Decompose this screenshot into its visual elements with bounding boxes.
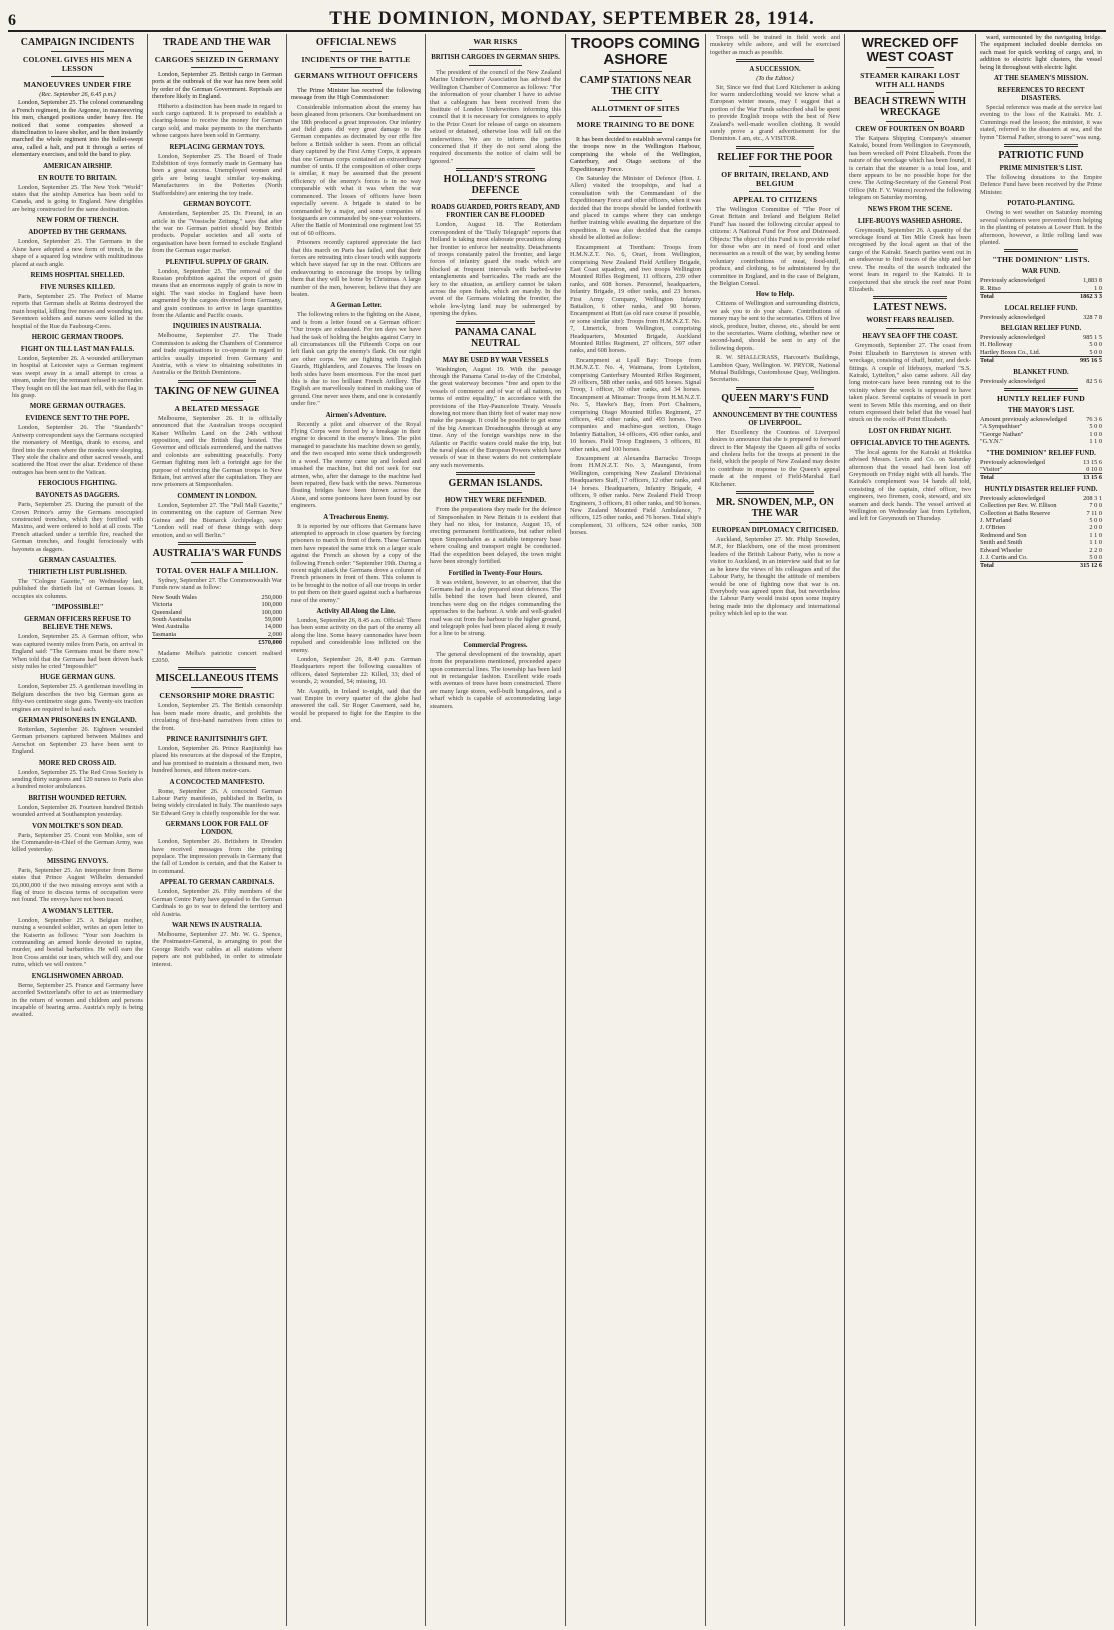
headline-panama: PANAMA CANAL NEUTRAL [454, 326, 537, 349]
article-text: Troops will be trained in field work and musketry while ashore, and will be exercised together as much as possible. [710, 34, 840, 56]
section-cardinals: APPEAL TO GERMAN CARDINALS. [159, 879, 275, 887]
section-reims: REIMS HOSPITAL SHELLED. [30, 271, 125, 279]
table-row [980, 277, 1102, 284]
table-total-row [980, 293, 1102, 301]
row-amount: 100,000 [261, 608, 282, 616]
masthead [8, 4, 1106, 32]
article-text: The following refers to the fighting on the Aisne, and is from a letter found on a German officer: "Our troops are exhausted. For ten days we have had the task of holding the heights against Carry in all circumstances till the Fifteenth Corps on our left flank can grip the enemy's flank. On our right are other corps. We are fighting with English Guards, Highlanders, and Zouaves. The losses on both sides have been enormous. For the most part this is due to too brilliant French Artillery. The English are marvellously trained in making use of ground. One never sees them, and one is constantly under fire." [291, 311, 421, 408]
table-row [980, 539, 1102, 546]
subhead-trench: ADOPTED BY THE GERMANS. [28, 229, 127, 237]
article-text: Paris, September 25. During the pursuit of the Crown Prince's army the Germans reoccupied constructed trenches, which they fortified with Maxims, and were ordered to hold at all costs. The French attacked under a terrible fire, reached the German trenches, and fought ferociously with bayonets as daggers. [12, 501, 143, 553]
table-total-row [980, 357, 1102, 365]
table-row [980, 459, 1102, 466]
table-row [980, 378, 1102, 385]
article-text: London, September 26. Prince Ranjitsinhji has placed his resources at the disposal of the Empire, and has promised to maintain a thousand men, two hundred horses, and fifteen motor-cars. [152, 745, 282, 775]
table-row [980, 431, 1102, 438]
subhead-without-officers: GERMANS WITHOUT OFFICERS [294, 71, 418, 80]
article-text: Greymouth, September 27. The coast from Point Elizabeth to Barrytown is strewn with wreckage, consisting of chaff, butter, and deck-fittings. A couple of lifebuoys, marked "S.S. Kairaki, Lyttelton," also came ashore. All day long motor-cars have been running out to the vicinity where the wreck is supposed to have taken place. Several captains of vessels in port went to Seven Mile this morning, and on their return expressed their belief that the vessel had struck on the rocks off Point Elizabeth. [849, 342, 971, 424]
subhead-incidents: INCIDENTS OF THE BATTLE [301, 55, 411, 64]
row-label: Edward Wheeler [980, 546, 1023, 554]
subhead-colonel: COLONEL GIVES HIS MEN A LESSON [22, 55, 133, 73]
row-label: Queensland [152, 608, 182, 616]
table-total-row [152, 639, 282, 647]
section-wounded: BRITISH WOUNDED RETURN. [28, 794, 127, 802]
row-amount: 5 0 0 [1089, 517, 1102, 525]
article-text: The general development of the township, apart from the preparations mentioned, proceeded apace upon commercial lines. The township has been laid out in rectangular fashion. Excellent wide roads with avenues of trees have been constructed. There are many large stores, well-built bungalows, and a wharf which is capable of accommodating large steamers. [430, 650, 561, 710]
row-label: Previously acknowledged [980, 277, 1045, 285]
headline-huntly: HUNTLY RELIEF FUND [997, 393, 1085, 403]
section-casualties: GERMAN CASUALTIES. [38, 557, 117, 565]
row-label: J. O'Brien [980, 524, 1006, 532]
subhead-impossible: GERMAN OFFICERS REFUSE TO BELIEVE THE NEWS. [24, 616, 131, 632]
headline-relief: RELIEF FOR THE POOR [717, 151, 833, 163]
article-text: Encampment at Trentham: Troops from H.M.N.Z.T. No. 6, Orari, from Wellington, comprising New Zealand Field Artillery Brigade, East Coast squadron, and two troops Wellington Mounted Rifles Regiment, 11 officers, 239 other ranks, and 608 horses. Personnel, headquarters, Infantry Brigade, 19 other ranks, and 23 horses. First Army Company, Wellington Infantry Battalion, 6 other ranks, and 90 horses. Encampment at Hutt (as old race course if possible, or some similar site): Troops from H.M.N.Z.T. No. 7, Limerick, from Wellington, comprising Headquarters, Mounted Brigade, Auckland Mounted Rifles Regiment, 27 officers, 597 other ranks, and 608 horses. [570, 243, 701, 355]
article-text: Special reference was made at the service last evening to the loss of the Kairaki. Mr. J. Cummings read the lesson; the minister, it was stated, referred to the disasters at sea, and the hymn "Eternal Father, strong to save" was sung. [980, 104, 1102, 141]
dateline: (Rec. September 26, 6.45 p.m.) [39, 91, 116, 98]
article-text: London, September 26, 8.40 p.m. German Headquarters report the following casualties of officers, dated September 22: Killed, 33; died of wounds, 2; wounded, 54; missing, 10. [291, 656, 421, 686]
article-text: Amsterdam, September 25. Dr. Freund, in an article in the "Vossische Zeitung," says that after the war no German patriot should buy British products. Popular societies and all sorts of organisation have been formed to exclude England from the German sugar market. [152, 210, 282, 255]
total-amount: 315 12 6 [1075, 562, 1102, 570]
headline-patriotic: PATRIOTIC FUND [998, 150, 1084, 162]
section-german-letter: A German Letter. [330, 302, 382, 310]
section-englishwomen: ENGLISHWOMEN ABROAD. [31, 972, 124, 980]
subhead-airship: EN ROUTE TO BRITAIN. [38, 174, 117, 182]
headline-campaign: CAMPAIGN INCIDENTS [20, 37, 135, 48]
article-text: London, September 26. Britishers in Dresden have received messages from the printing populace. The impression prevails in Germany that the fall of London is certain, and that the Kaiser is in command. [152, 838, 282, 875]
article-text: Prisoners recently captured appreciate the fact that this march on Paris has failed, and that their forces are retreating into closer touch with supports which have stayed far up in the rear. Officers are endeavouring to encourage the troops by telling them that they will be home by Christmas. A large number of the men, however, believe that they are beaten. [291, 239, 421, 298]
table-row [980, 349, 1102, 357]
total-label: Total [980, 474, 1074, 482]
table-row [980, 524, 1102, 531]
row-amount: 250,000 [261, 593, 282, 601]
table-row [980, 510, 1102, 517]
subhead-dominion-relief: "THE DOMINION" RELIEF FUND. [986, 449, 1096, 457]
article-text: London, September 26. Fifty members of the German Centre Party have appealed to the German Cardinals to go to war to defend the territory and old Austria. [152, 888, 282, 918]
headline-guinea: TAKING OF NEW GUINEA [154, 385, 280, 397]
headline-official: OFFICIAL NEWS [315, 37, 397, 48]
row-label: South Australia [152, 615, 192, 623]
section-envoys: MISSING ENVOYS. [46, 857, 109, 865]
row-label: "G.Y.N." [980, 438, 1003, 446]
subhead-cargoes: CARGOES SEIZED IN GERMANY [154, 55, 280, 64]
article-text: London, September 25. The Germans in the Aisne have adopted a new form of trench, in the shape of a squared log window with multitudinous placed at each angle. [12, 238, 143, 268]
section-how-to-help: How to Help. [755, 291, 795, 299]
column-6 [706, 34, 845, 1626]
row-amount: 985 1 5 [1083, 333, 1102, 341]
headline-dominion-lists: "THE DOMINION" LISTS. [992, 255, 1090, 265]
subhead-war-fund: WAR FUND. [1021, 268, 1061, 276]
article-text: London, September 25. The Board of Trade Exhibition of toys formerly made in Germany has been a great success. Unemployed women and girls are being taught similar toy-making. Manufacturers in the Potteries (North Staffordshire) are entering the toy trade. [152, 152, 282, 197]
section-fall-london: GERMANS LOOK FOR FALL OF LONDON. [165, 821, 269, 837]
row-amount: 1 1 0 [1089, 438, 1102, 446]
subhead-belgian: BELGIAN RELIEF FUND. [1000, 324, 1082, 332]
article-text: London, September 25. A Belgian mother, nursing a wounded soldier, writes an open letter to the Kaiserin as follows: "Your son Joachim is commanding an armed horde devoted to rapine, murder, and bestial barbarities. He will earn the Iron Cross amidst our tears, which will dry, and our ruins, which we will restore." [12, 916, 143, 969]
total-label [152, 639, 237, 647]
subhead-half-million: TOTAL OVER HALF A MILLION. [155, 565, 279, 575]
article-paragraph: London, September 25. British cargo in German ports at the outbreak of the war has now been sold by order of the German Government. Reprisals are therefore likely in England. [152, 71, 282, 101]
article-text: The president of the council of the New Zealand Marine Underwriters' Association has advised the Wellington Chamber of Commerce as follows: "For the information of your chamber I have to advise that a cablegram has been received from the Institute of London Underwriters informing this council that it is necessary for consignees to apply to the Prize Court for release of cargo on steamers seized or detained, otherwise loss will fall on the underwriters. We are to inform the parties concerned that if they do not send along the required documents the notice of claim will be ignored." [430, 69, 561, 165]
article-paragraph: ward, surmounted by the navigating bridge. The equipment included double derricks on each mast for quick working of cargo, and, in addition to electric light clusters, the vessel being lit throughout with electric light. [980, 34, 1102, 71]
headline-war-risks: WAR RISKS [473, 37, 518, 46]
row-label: J. M'Farland [980, 517, 1012, 525]
subhead-belated: A BELATED MESSAGE [174, 403, 260, 413]
subhead-local-relief: LOCAL RELIEF FUND. [1004, 304, 1078, 312]
section-redcross: MORE RED CROSS AID. [38, 759, 117, 767]
headline-latest: LATEST NEWS. [873, 302, 947, 314]
row-label: Amount previously acknowledged [980, 415, 1067, 423]
section-comment: COMMENT IN LONDON. [177, 492, 257, 500]
article-text: London, September 25. The removal of the Russian prohibition against the export of grain means that an enormous supply of grain is now in sight. The vast stocks in England have been augmented by the cargoes diverted from Germany, and grain continues to arrive in large quantities from the Atlantic and Pacific coasts. [152, 267, 282, 319]
article-text: London, September 26. Fourteen hundred British wounded arrived at Southampton yesterday. [12, 803, 143, 819]
total-label: Total [980, 357, 1071, 365]
section-prince: PRINCE RANJITSINHJI'S GIFT. [166, 736, 268, 743]
subhead-censorship: CENSORSHIP MORE DRASTIC [159, 691, 275, 701]
article-text: Rome, September 26. A concocted German Labour Party manifesto, published in Berlin, is being widely circulated in Italy. The manifesto says Sir Edward Grey is chiefly responsible for the war. [152, 787, 282, 817]
subhead-fighting: BAYONETS AS DAGGERS. [35, 492, 120, 500]
article-text: London, September 26, 8.45 a.m. Official: There has been some activity on the part of the enemy all along the line. Some heavy cannonades have been repulsed and considerable loss inflicted on the enemy. [291, 617, 421, 654]
row-amount: 1,883 8 [1083, 277, 1102, 285]
section-boycott: GERMAN BOYCOTT. [183, 201, 251, 209]
section-activity: Activity All Along the Line. [316, 608, 396, 615]
table-row [980, 466, 1102, 474]
section-manifesto: A CONCOCTED MANIFESTO. [169, 778, 265, 786]
section-moltke: VON MOLTKE'S SON DEAD. [32, 822, 123, 830]
total-amount: £570,000 [237, 639, 282, 647]
article-text: Mr. Asquith, in Ireland to-night, said that the vast Empire in every quarter of the globe had answered the call. Sir Roger Casement, said he, would be prepared to fight for the Empire to the end. [291, 687, 421, 725]
row-label: Previously acknowledged [980, 313, 1045, 321]
section-potato: POTATO-PLANTING. [1007, 200, 1075, 208]
table-row [980, 314, 1102, 321]
row-amount: 100,000 [261, 601, 282, 609]
subhead-reims: FIVE NURSES KILLED. [40, 283, 115, 291]
total-amount: 1862 3 3 [1071, 293, 1102, 301]
section-scene: NEWS FROM THE SCENE. [867, 205, 953, 213]
subhead-official-advice: OFFICIAL ADVICE TO THE AGENTS. [850, 439, 970, 447]
row-label: Collection per Rev. W. Ellison [980, 502, 1057, 510]
article-text: From the preparations they made for the defence of Simpsonhafen in New Britain it is evident that they had no idea, for instance, August 15, of erecting permanent fortifications, but rather relied upon Simpsonhafen as a suitable temporary base where coaling and transport might be conducted. Had the expedition been delayed, the town might have been strongly fortified. [430, 506, 561, 566]
row-label: Victoria [152, 601, 173, 609]
row-amount: 13 15 6 [1083, 458, 1102, 466]
article-text: Auckland, September 27. Mr. Philip Snowden, M.P., for Blackburn, one of the most prominent leaders of the British Labour Party, who is now a visitor to Auckland, in an interview said that so far as he knew the views of his colleagues and of the Labour Party, he thought the attitude of members would be one of fighting now that war is on. Everybody was agreed upon that, but nevertheless the Labour Party would insist upon some inquiry being made into the diplomacy and international policy which led up to the war. [710, 536, 840, 618]
subhead-outrages: EVIDENCE SENT TO THE POPE. [25, 415, 130, 423]
article-text: The Wellington Committee of "The Poor of Great Britain and Ireland and Belgium Relief Fund" has issued the following circular appeal to citizens: A National Fund for Poor and Distressed. Objects: The object of this Fund is to provide relief for those who are in need of food and other necessaries as a result of the war, by sending home voluntary contributions of meat, food-stuff, produce, and clothing, to be administered by the committee in England, and in the case of Belgium, the Belgian Consul. [710, 205, 840, 287]
page-number: 6 [8, 12, 16, 29]
article-text: London, August 18. The Rotterdam correspondent of the "Daily Telegraph" reports that Holland is taking most elaborate precautions along her frontier to enforce her neutrality. Detachments of troops constantly patrol the frontier, and large forces of infantry guard the roads which are blocked at frequent intervals with barbed-wire entanglements and barricades. The roads are the key to the situation, as artillery cannot be taken across the open fields, which are marshy. In the event of the Germans violating the frontier, the whole low-lying land may be submerged by opening the dykes. [430, 221, 561, 318]
article-text: Her Excellency the Countess of Liverpool desires to announce that she is prepared to forward direct to Her Majesty the Queen all gifts of socks and cholera belts for the troops at present in the field, which the people of New Zealand may desire to contribute in response to the Queen's appeal made at the request of Field-Marshal Earl Kitchener. [710, 428, 840, 488]
article-paragraph: The Prime Minister has received the following message from the High Commissioner: [291, 87, 421, 102]
article-text: Encampment at Alexandra Barracks: Troops from H.M.N.Z.T. No. 3, Maunganui, from Wellington, comprising New Zealand Divisional Headquarters Staff, 17 officers, 12 other ranks, and 14 horses. Headquarters, Infantry Brigade, 4 officers, 9 other ranks. New Zealand Field Troop Engineers, 3 officers, 81 other ranks, and 90 horses. New Zealand Mounted Field Ambulance, 7 officers, 125 other ranks, and 76 horses. Total ship's complement, 31 officers, 524 other ranks, 308 horses. [570, 455, 701, 537]
row-amount: 328 7 8 [1083, 313, 1102, 321]
row-amount: 2 0 0 [1089, 524, 1102, 532]
article-text: London, September 26. The "Standard's" Antwerp correspondent says the Germans occupied the monastery of Mentiga, drank to excess, and fired into the room where the monks were sleeping. They stole the chalice and other sacred vessels, and scattered the Host over the altar. Evidence of these outrages has been sent to the Vatican. [12, 424, 143, 476]
subhead-prime-minister: PRIME MINISTER'S LIST. [999, 165, 1083, 173]
subhead-crew: CREW OF FOURTEEN ON BOARD [855, 126, 965, 133]
row-amount: 1 0 [1094, 284, 1102, 292]
table-row [980, 495, 1102, 502]
article-text: Berne, September 25. France and Germany have accorded Switzerland's offer to act as intermediary in the return of women and children and persons incapable of bearing arms. Austria's reply is being awaited. [12, 981, 143, 1019]
row-amount: 5 0 0 [1089, 341, 1102, 349]
article-text: London, September 25. The Red Cross Society is sending thirty surgeons and 120 nurses to Paris also a hundred motor ambulances. [12, 768, 143, 791]
article-text: Melbourne, September 27. Mr. W. G. Spence, the Postmaster-General, is arranging to post the George Reid's war cables at all stations where papers are not published, in order to stimulate interest. [152, 930, 282, 968]
subhead-mayors-list: THE MAYOR'S LIST. [1008, 406, 1074, 414]
article-text: Hitherto a distinction has been made in regard to such cargo captured. It is proposed to establish a clearing-house to receive the money for German cargo sold, and make payments to the merchants whose cargoes have been sold in Germany. [152, 102, 282, 140]
subhead-huntly-disaster: HUNTLY DISASTER RELIEF FUND. [984, 485, 1098, 493]
article-text: Sir, Since we find that Lord Kitchener is asking for warm underclothing would we know what a European winter means, may I suggest that a portion of the War Funds subscribed shall be spent to provide English troops with the best of New Zealand's well-made woollen clothing. It would surely prove a grand advertisement for the Dominion. I am, etc., A VISITOR. [710, 83, 840, 143]
table-row [980, 502, 1102, 509]
total-amount: 13 15 6 [1074, 474, 1102, 482]
section-warnews: WAR NEWS IN AUSTRALIA. [172, 921, 262, 929]
subhead-heavy-sea: HEAVY SEA OFF THE COAST. [862, 333, 958, 341]
headline-holland: HOLLAND'S STRONG DEFENCE [443, 174, 548, 197]
headline-trade: TRADE AND THE WAR [163, 37, 271, 48]
table-row [980, 334, 1102, 341]
section-heroic: HEROIC GERMAN TROOPS. [31, 333, 124, 341]
article-text: London, September 26. A wounded artilleryman in hospital at Leicester says a German regiment was swept away in a small attempt to cross a stream, under fire; the remnant refused to surrender. They fought on till the last man fell, with the flag in his grasp. [12, 354, 143, 399]
article-paragraph: London, September 25. The colonel commanding a French regiment, in the Argonne, in manoeuvring his men, changed positions under heavy fire. He noticed that some companies showed a disinclination to leave shelter, and he then instantly marched the whole regiment into the bullet-swept area, called a halt, and put it through a series of elementary exercises, and told the band to play. [12, 99, 143, 159]
article-text: Citizens of Wellington and surrounding districts, we ask you to do your share. Contributions of money may be sent to the secretaries. Offers of live stock, produce, butter, cheese, etc., should be sent to the secretaries. Warm clothing, whether new or second-hand, should be sent to any of the following depots. [710, 300, 840, 352]
section-impossible: "IMPOSSIBLE!" [51, 604, 104, 612]
section-treacherous: A Treacherous Enemy. [323, 513, 389, 521]
table-row [980, 438, 1102, 445]
subhead-casualties: THIRTIETH LIST PUBLISHED. [28, 569, 127, 577]
section-toys: REPLACING GERMAN TOYS. [169, 143, 265, 151]
article-text: Sydney, September 27. The Commonwealth War Funds now stand as follow: [152, 576, 282, 592]
article-paragraph: It has been decided to establish several camps for the troops now in the Wellington Harbour, comprising the whole of the Wellington, Canterbury, and Otago sections of the Expeditionary Force. [570, 136, 701, 173]
article-text: Madame Melba's patriotic concert realised £2050. [152, 649, 282, 664]
section-guns: HUGE GERMAN GUNS. [40, 674, 115, 682]
table-row [980, 423, 1102, 430]
table-row [980, 341, 1102, 348]
row-label: New South Wales [152, 593, 197, 601]
article-text: Paris, September 25. An interpreter from Berne states that Prince August Wilhelm demanded £6,000,000 if the two missing envoys sent with a flag of truce to discuss terms of occupation were not found. The envoys have not been traced. [12, 866, 143, 904]
subhead-cargoes-ships: BRITISH CARGOES IN GERMAN SHIPS. [431, 54, 560, 61]
table-row [980, 532, 1102, 539]
table-row [980, 554, 1102, 562]
article-text: The local agents for the Kairaki at Hokitika advised Messrs. Levin and Co. on Saturday afternoon that the vessel had been lost off Greymouth on Friday night with all hands. The Kairaki's complement was 14 hands all told, consisting of the captain, chief officer, two engineers, two firemen, cook, steward, and six seamen and deck hands. The vessel arrived at Wellington on Wednesday last from Lyttelton, and left for Greymouth on Thursday. [849, 448, 971, 523]
section-fighting: FEROCIOUS FIGHTING. [38, 480, 117, 488]
article-text: Washington, August 19. With the passage through the Panama Canal to-day of the Cristobal, the great waterway becomes "free and open to the vessels of commerce and of war of all nations, on terms of entire equality," in accordance with the provisions of the Hay-Pauncefote Treaty. Vessels drawing not more than thirty feet of water may now make the passage. It could be possible to get some of the big American Dreadnoughts through at any time. Any of the foreign warships now in the Atlantic or Pacific waters could make the trip, but the naval plans of the European Powers which have vessels of war in these waters do not contemplate any such movements. [430, 365, 561, 469]
subhead-kairaki: STEAMER KAIRAKI LOST WITH ALL HANDS [860, 71, 960, 89]
section-lost-friday: LOST ON FRIDAY NIGHT. [868, 427, 952, 435]
subhead-lifebuoys: LIFE-BUOYS WASHED ASHORE. [857, 217, 963, 225]
article-text: It was evident, however, to an observer, that the Germans had in a day prepared stout defences. The hills behind the town had been cleared, and trenches were dug on the ridges commanding the approaches to the harbour. A wide and well-graded road was cut from the harbour to the higher ground, and telegraph poles had been placed along it ready for a line to be strung. [430, 578, 561, 638]
row-amount: 5 0 0 [1089, 348, 1102, 356]
table-total-row [980, 562, 1102, 570]
column-2 [148, 34, 287, 1626]
article-text: Owing to wet weather on Saturday morning several volunteers were prevented from helping in the planting of potatoes at Lower Hutt. In the afternoon, however, a little rolling land was planted. [980, 209, 1102, 246]
headline-funds: AUSTRALIA'S WAR FUNDS [152, 547, 282, 559]
to-editor: (To the Editor.) [756, 75, 794, 83]
row-label: Smith and Smith [980, 539, 1023, 547]
row-amount: 7 0 0 [1089, 502, 1102, 510]
headline-snowden: MR. SNOWDEN, M.P., ON THE WAR [716, 497, 834, 520]
subhead-camp-stations: CAMP STATIONS NEAR THE CITY [579, 75, 692, 97]
subhead-blanket: BLANKET FUND. [1013, 368, 1069, 376]
subhead-training: MORE TRAINING TO BE DONE [576, 120, 695, 129]
section-airship: AMERICAN AIRSHIP. [43, 162, 112, 170]
column-7 [845, 34, 976, 1626]
table-row [152, 609, 282, 616]
subhead-holland: ROADS GUARDED, PORTS READY, AND FRONTIER CAN BE FLOODED [431, 204, 560, 220]
table-row [152, 616, 282, 623]
subhead-appeal: APPEAL TO CITIZENS [732, 194, 818, 204]
subhead-diplomacy: EUROPEAN DIPLOMACY CRITICISED. [711, 527, 839, 535]
article-text: London, September 25. The British censorship has been made more drastic, and prohibits the circulating of first-hand narratives from cities to the front. [152, 702, 282, 732]
column-4 [426, 34, 566, 1626]
article-text: R. W. SHALLCRASS, Harcourt's Buildings, Lambton Quay, Wellington. W. PRYOR, National Mutual Buildings, Customhouse Quay, Wellington. Secretaries. [710, 354, 840, 384]
table-row [152, 631, 282, 639]
subhead-disasters: REFERENCES TO RECENT DISASTERS. [997, 87, 1085, 103]
row-label: R. Ritso [980, 284, 1001, 292]
section-grain: PLENTIFUL SUPPLY OF GRAIN. [165, 258, 269, 266]
row-label: "George Nathan" [980, 430, 1024, 438]
subhead-allotment: ALLOTMENT OF SITES [591, 104, 680, 113]
row-label: J. J. Curtis and Co. [980, 554, 1028, 562]
war-funds-table [152, 594, 282, 647]
article-text: London, September 25. A gentleman travelling in Belgium describes the two big German guns as fifty-two centimetre siege guns. Twenty-six traction engines are required to haul each. [12, 683, 143, 713]
row-amount: 2,000 [267, 630, 282, 638]
subhead-britain: OF BRITAIN, IRELAND, AND BELGIUM [721, 169, 829, 188]
article-text: Greymouth, September 26. A quantity of the wreckage found at Ten Mile Creek has been recognised by the local agent as that of the cargo of the Kairaki. Search parties went out in an endeavour to find traces of the ship and her crew. The results of the search indicated the worst fears in regard to the Kairaki. It is conjectured that she struck the reef near Point Elizabeth. [849, 226, 971, 293]
row-amount: 14,000 [264, 623, 282, 631]
article-text: Paris, September 25. The Prefect of Marne reports that German shells at Reims destroyed the main hospital, killing five nurses and wounding ten. Seventeen soldiers and nurses were killed in the hospital of the Rue du Faubourg-Ceres. [12, 292, 143, 330]
table-row [980, 285, 1102, 293]
column-3 [287, 34, 426, 1626]
table-row [980, 547, 1102, 554]
section-succession: A SUCCESSION. [749, 66, 801, 74]
article-text: Rotterdam, September 26. Eighteen wounded German prisoners captured between Malines and Aerschot on September 23 have been sent to England. [12, 725, 143, 756]
row-label: Hartley Boxes Co., Ltd. [980, 348, 1041, 356]
headline-troops: TROOPS COMING ASHORE [570, 35, 701, 68]
dominion-relief-table [980, 459, 1102, 482]
row-amount: 0 10 0 [1086, 466, 1102, 473]
headline-misc: MISCELLANEOUS ITEMS [155, 673, 279, 685]
row-label: West Australia [152, 623, 189, 631]
row-label: Previously acknowledged [980, 458, 1045, 466]
row-label: "A Sympathiser" [980, 423, 1023, 431]
article-text: The Kaipara Shipping Company's steamer Kairaki, bound from Wellington to Greymouth, has been wrecked off Point Elizabeth. From the nature of the wreckage which has been found, it is certain that the steamer is a total loss, and there appears to be no possible hope for the crew. The Acting-Secretary of the General Post Office (Mr. F. V. Waters) received the following telegram on Saturday morning. [849, 135, 971, 202]
row-label: Previously acknowledged [980, 494, 1045, 502]
row-amount: 5 0 0 [1089, 423, 1102, 431]
row-label: H. Holloway [980, 341, 1013, 349]
section-outrages: MORE GERMAN OUTRAGES. [29, 403, 126, 411]
row-amount: 59,000 [264, 615, 282, 623]
row-amount: 1 1 0 [1089, 531, 1102, 539]
total-label: Total [980, 293, 1071, 301]
huntly-relief-table [980, 416, 1102, 446]
article-text: London, September 27. The "Pall Mall Gazette," in commenting on the capture of German New Guinea and the Bismarck Archipelago, says: "London will read of these things with deep emotion, and so will Berlin." [152, 501, 282, 539]
section-airmen: Airmen's Adventure. [325, 411, 387, 419]
subhead-beach: BEACH STREWN WITH WRECKAGE [853, 96, 967, 118]
section-letter: A WOMAN'S LETTER. [41, 907, 114, 915]
subhead-islands: HOW THEY WERE DEFENDED. [445, 497, 546, 505]
section-inquiries: INQUIRIES IN AUSTRALIA. [172, 323, 262, 331]
article-text: The "Cologne Gazette," on Wednesday last, published the thirtieth list of German losses. It occupies six columns. [12, 578, 143, 600]
local-relief-table [980, 314, 1102, 321]
section-prisoners: GERMAN PRISONERS IN ENGLAND. [18, 716, 137, 724]
row-label: Tasmania [152, 630, 177, 638]
row-label: "Visitor" [980, 466, 1003, 473]
table-row [980, 517, 1102, 524]
section-seamen: AT THE SEAMEN'S MISSION. [993, 75, 1089, 83]
belgian-relief-table [980, 334, 1102, 365]
row-label: Redmond and Son [980, 531, 1027, 539]
table-row [980, 416, 1102, 423]
subhead-manoeuvres: MANOEUVRES UNDER FIRE [23, 80, 132, 89]
headline-islands: GERMAN ISLANDS. [448, 478, 543, 490]
paper-title: THE DOMINION, MONDAY, SEPTEMBER 28, 1914. [329, 8, 815, 29]
war-fund-table [980, 277, 1102, 300]
row-amount: 7 11 0 [1086, 509, 1102, 517]
article-text: Recently a pilot and observer of the Royal Flying Corps were forced by a breakage in their engine to descend in the enemy's lines. The pilot managed to parachute his machine down so gently, and the two escaped into some thick undergrowth in a wood. The enemy came up and looked and smashed the machine, but did not seek for our airmen, who, after the damage to the machine had been repaired, flew back with the news. Numerous floating bridges have been thrown across the Aisne, and some pontoons have been found by our engineers. [291, 420, 421, 510]
subhead-worst-fears: WORST FEARS REALISED. [866, 317, 954, 325]
total-label: Total [980, 562, 1075, 570]
table-row [152, 601, 282, 608]
column-1 [8, 34, 148, 1626]
article-text: London, September 25. The New York "World" states that the airship America has been sold to Canada, and is going to England. New dirigibles are being constructed for the same destination. [12, 183, 143, 213]
article-text: Melbourne, September 27. The Trade Commission is asking the Chambers of Commerce and trade organisations to co-operate in regard to articles usually imported from Germany and Austria, with a view to obtaining substitutes in Australia or the British Dominions. [152, 332, 282, 377]
total-amount: 995 16 5 [1071, 357, 1102, 365]
article-text: It is reported by our officers that Germans have attempted to approach in close quarters by forcing prisoners to march in front of them. These German men have repeated the same trick on a larger scale against the French as shown by a copy of the following French order: "September 19th. During a recent night attack the Germans drove a column of French prisoners in front of them. This column is to be brought to the notice of all our troops in order to put them on their guard against such a barbarous ruse of the enemy." [291, 522, 421, 604]
table-row [152, 623, 282, 630]
article-text: Encampment at Lyall Bay: Troops from H.M.N.Z.T. No. 4, Waimana, from Lyttelton, comprising Canterbury Mounted Rifles Regiment, 29 officers, 588 other ranks, and 605 horses. Signal Troop, 1 officer, 30 other ranks, and 34 horses. Encampment at Miramar: Troops from H.M.N.Z.T. No. 5, Hawke's Bay, from Port Chalmers, comprising Otago Mounted Rifles Regiment, 27 officers, 462 other ranks, and 493 horses. Two companies and machine-gun section, Otago Infantry Battalion, 14 officers, 436 other ranks, and 10 horses. Field Troop Engineers, 3 officers, 81 other ranks, and 100 horses. [570, 356, 701, 453]
section-trench: NEW FORM OF TRENCH. [36, 217, 119, 225]
subhead-countess: ANNOUNCEMENT BY THE COUNTESS OF LIVERPOOL. [712, 411, 838, 427]
row-amount: 1 0 0 [1089, 430, 1102, 438]
blanket-fund-table [980, 378, 1102, 385]
article-text: On Saturday the Minister of Defence (Hon. J. Allen) visited the troopships, and had a consultation with the Commandant of the Expeditionary Force and other officers, when it was decided that the troops should be landed forthwith and placed in camps where they can undergo further training while awaiting the departure of the expedition. It was also decided that the camps should be allotted as follow: [570, 175, 701, 242]
column-5 [566, 34, 706, 1626]
section-commercial: Commercial Progress. [463, 641, 528, 649]
article-text: Considerable information about the enemy has been gleaned from prisoners. Our bombardment on the 18th produced a great impression. Our infantry and field guns did very great damage to the German companies as decimated by our rifle fire before a British soldier is seen. From an official diary captured by the First Army Corps, it appears that one German corps contained an extraordinary number of units. If the composition of other corps is similar, it may be assumed that the present efficiency of the enemy's forces is in no way comparable with what it was when the war commenced. The losses of officers have been especially severe. A brigade is stated to be commanded by a major, and some companies of footguards are commanded by one-year volunteers. After the Battle of Montmirail one regiment lost 55 out of 60 officers. [291, 103, 421, 237]
article-text: Paris, September 25. Count von Moltke, son of the Commander-in-Chief of the German Army, was killed yesterday. [12, 831, 143, 854]
table-row [152, 594, 282, 601]
article-text: Melbourne, September 26. It is officially announced that the Australian troops occupied Kaiser Wilhelm Land on the 24th without opposition, and the British flag hoisted. The Governor and officials surrendered, and the natives and colonists are submitting peacefully. Forty German fighting men left a fortnight ago for the purpose of reinforcing the German troops in New Britain, but arrived after the capitulation. They are now prisoners at Simpsonhafen. [152, 414, 282, 489]
row-amount: 76 3 6 [1086, 415, 1102, 423]
column-8 [976, 34, 1106, 1626]
headline-queen-mary: QUEEN MARY'S FUND [721, 392, 829, 404]
row-amount: 1 1 0 [1089, 539, 1102, 547]
article-text: The following donations to the Empire Defence Fund have been received by the Prime Minister. [980, 174, 1102, 196]
row-label: Previously acknowledged [980, 333, 1045, 341]
row-amount: 2 2 0 [1089, 546, 1102, 554]
row-amount: 82 5 6 [1086, 377, 1102, 385]
huntly-disaster-table [980, 495, 1102, 570]
section-fortified: Fortified in Twenty-Four Hours. [448, 569, 543, 577]
row-amount: 208 3 1 [1083, 494, 1102, 502]
subhead-panama: MAY BE USED BY WAR VESSELS [442, 356, 549, 364]
row-amount: 5 0 0 [1089, 554, 1102, 562]
subhead-heroic: FIGHT ON TILL LAST MAN FALLS. [20, 345, 135, 353]
row-label: Previously acknowledged [980, 377, 1045, 385]
article-text: London, September 25. A German officer, who was captured twenty miles from Paris, on arrival in England said: "The Germans must be there now." When told that the Germans had been driven back sixty miles he cried "Impossible!" [12, 633, 143, 670]
row-label: Collection at Baths Reserve [980, 509, 1051, 517]
headline-wrecked: WRECKED OFF WEST COAST [861, 35, 959, 64]
table-total-row [980, 474, 1102, 482]
